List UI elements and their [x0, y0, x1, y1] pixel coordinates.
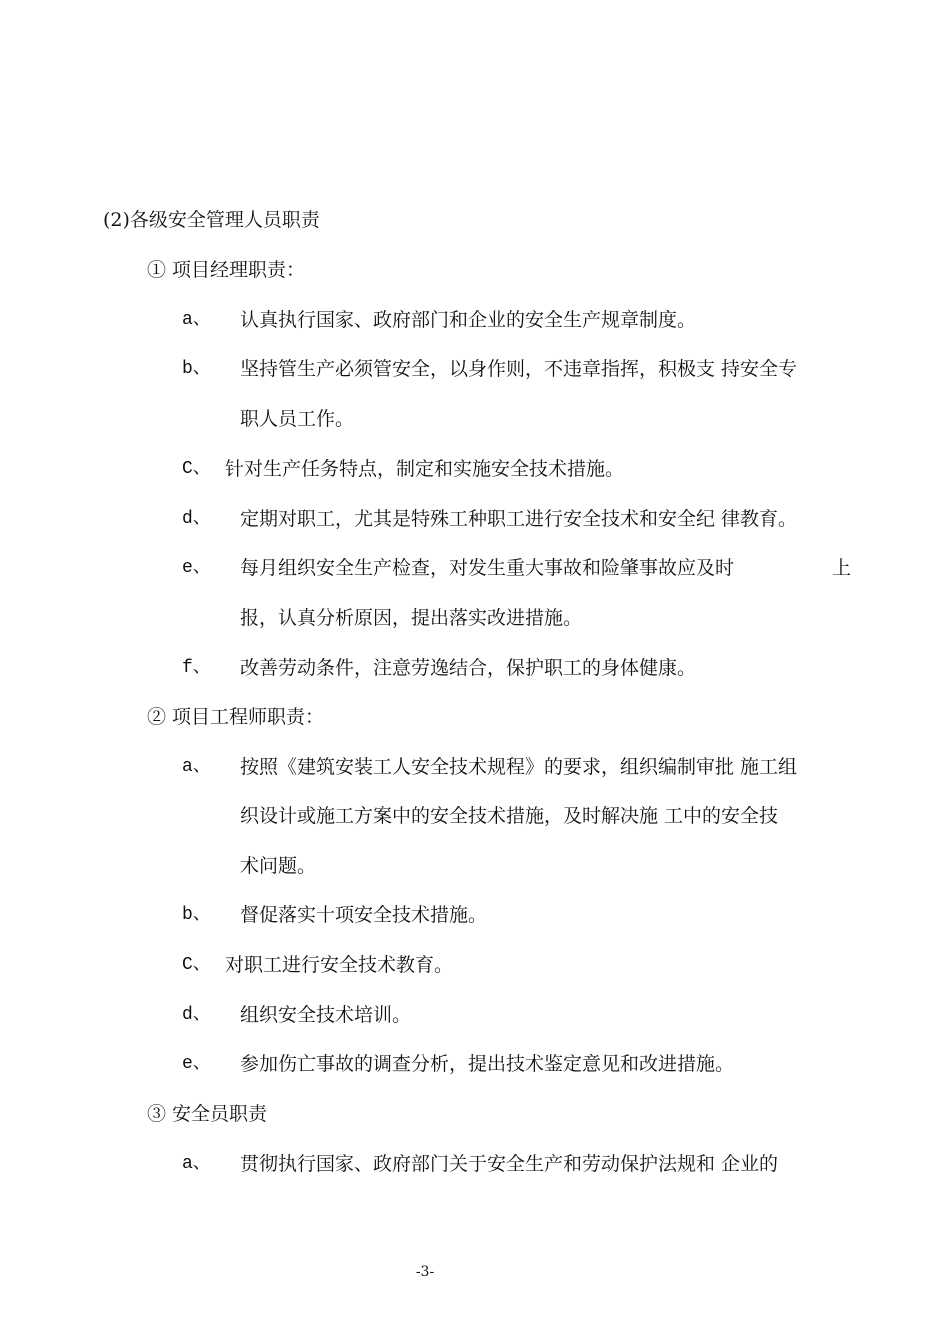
- pm-item-a-marker: a、: [182, 310, 211, 330]
- so-item-a-marker: a、: [182, 1154, 211, 1174]
- pm-item-d-marker: d、: [182, 509, 211, 529]
- pm-item-a-text: 认真执行国家、政府部门和企业的安全生产规章制度。: [240, 309, 697, 331]
- pe-item-c-marker: C、: [182, 955, 211, 975]
- pm-item-c-marker: C、: [182, 459, 211, 479]
- pe-item-b-marker: b、: [182, 905, 211, 925]
- pm-item-f-text: 改善劳动条件，注意劳逸结合，保护职工的身体健康。: [240, 657, 697, 679]
- page-number: -3-: [415, 1264, 435, 1280]
- pe-item-a-text-line3: 术问题。: [240, 855, 317, 877]
- pe-heading: ② 项目工程师职责：: [147, 706, 325, 728]
- pm-item-d-text: 定期对职工，尤其是特殊工种职工进行安全技术和安全纪 律教育。: [240, 508, 798, 530]
- pe-item-e-marker: e、: [182, 1054, 211, 1074]
- pe-item-a-marker: a、: [182, 757, 211, 777]
- pe-item-e-text: 参加伤亡事故的调查分析，提出技术鉴定意见和改进措施。: [240, 1053, 735, 1075]
- pm-item-f-marker: f、: [182, 658, 211, 678]
- pe-item-d-marker: d、: [182, 1005, 211, 1025]
- pe-item-a-text-line2: 织设计或施工方案中的安全技术措施，及时解决施 工中的安全技: [240, 805, 779, 827]
- pe-item-d-text: 组织安全技术培训。: [240, 1004, 412, 1026]
- pe-item-b-text: 督促落实十项安全技术措施。: [240, 904, 488, 926]
- pm-item-e-text-line1: 每月组织安全生产检查，对发生重大事故和险肇事故应及时: [240, 557, 735, 579]
- so-item-a-text: 贯彻执行国家、政府部门关于安全生产和劳动保护法规和 企业的: [240, 1153, 779, 1175]
- pe-item-c-text: 对职工进行安全技术教育。: [225, 954, 454, 976]
- pm-item-b-text-line2: 职人员工作。: [240, 408, 355, 430]
- pm-item-e-text-fragment: 上: [832, 557, 852, 579]
- pm-item-e-marker: e、: [182, 558, 211, 578]
- pe-item-a-text-line1: 按照《建筑安装工人安全技术规程》的要求，组织编制审批 施工组: [240, 756, 798, 778]
- pm-heading: ① 项目经理职责：: [147, 259, 306, 281]
- pm-item-b-marker: b、: [182, 359, 211, 379]
- pm-item-b-text-line1: 坚持管生产必须管安全，以身作则，不违章指挥，积极支 持安全专: [240, 358, 798, 380]
- pm-item-c-text: 针对生产任务特点，制定和实施安全技术措施。: [225, 458, 625, 480]
- pm-item-e-text-line2: 报，认真分析原因，提出落实改进措施。: [240, 607, 583, 629]
- so-heading: ③ 安全员职责: [147, 1103, 268, 1125]
- section-title: (2)各级安全管理人员职责: [103, 209, 320, 231]
